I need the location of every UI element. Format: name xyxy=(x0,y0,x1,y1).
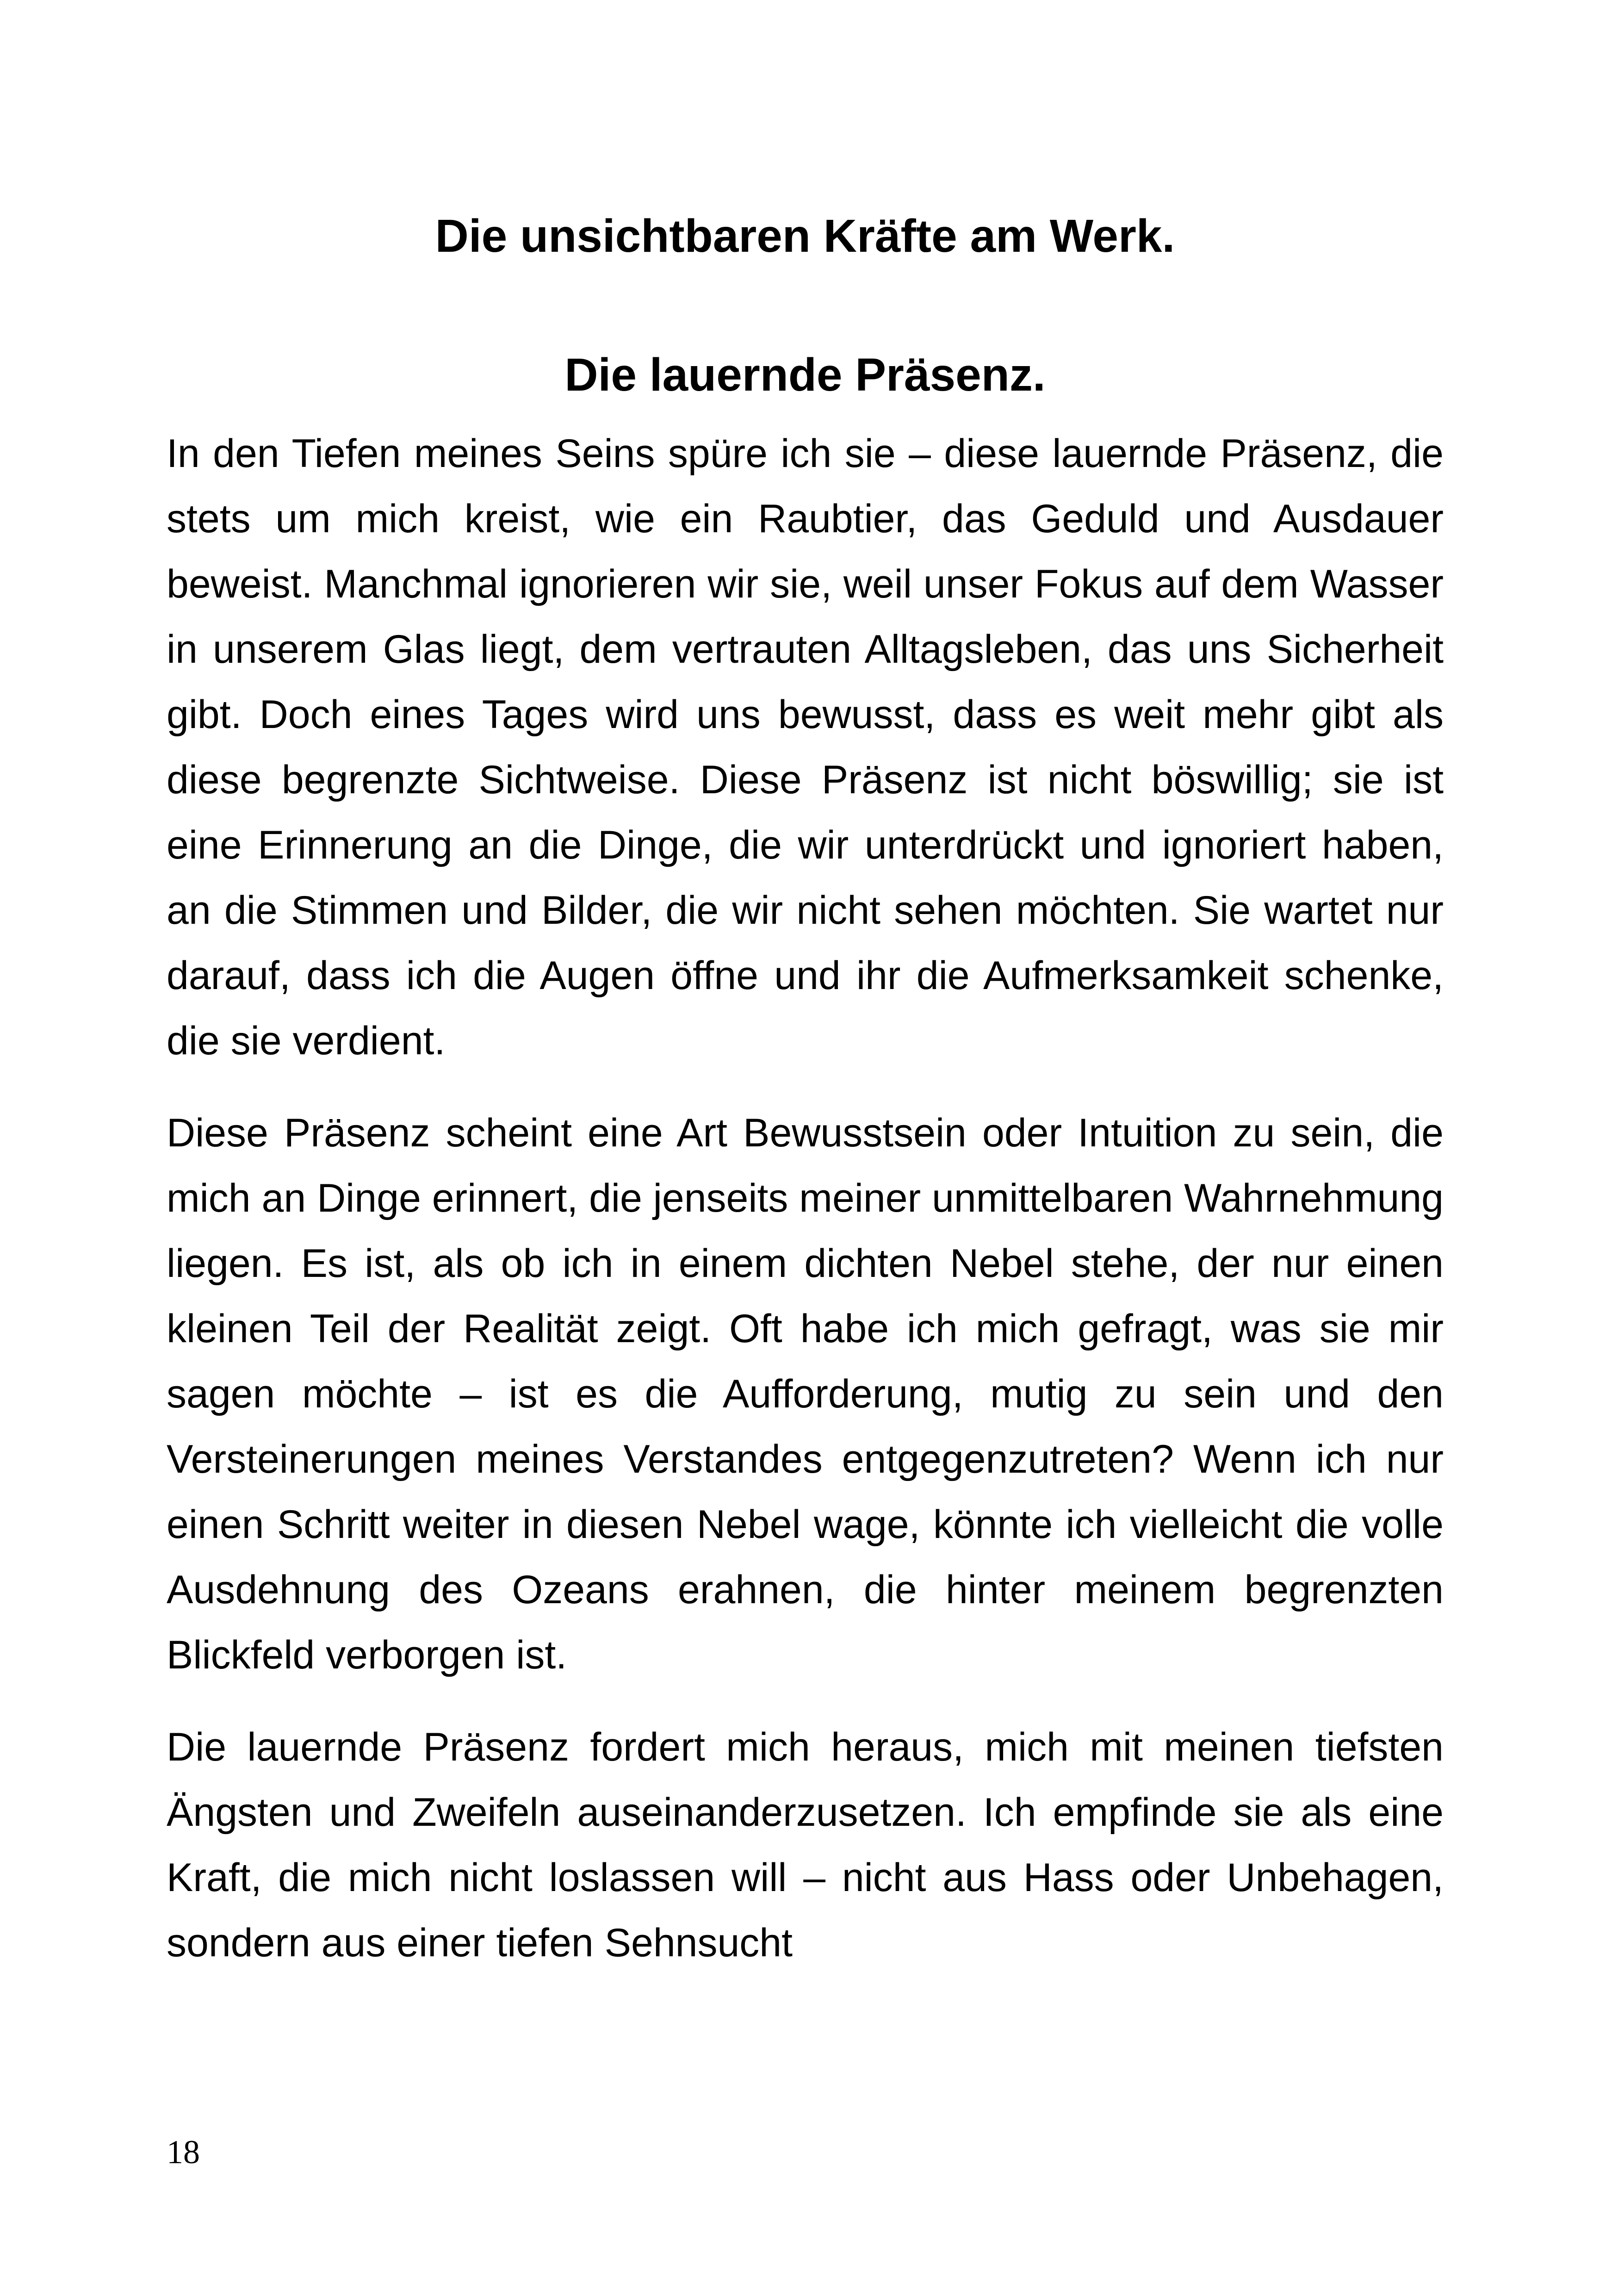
section-title: Die lauernde Präsenz. xyxy=(564,349,1046,401)
paragraph: In den Tiefen meines Seins spüre ich sie – diese lauernde Präsenz, die stets um mich kreist, wie ein Raubtier, das Geduld und Ausdauer beweist. Manchmal ignorieren wir sie, weil unser Fokus auf dem Wasser in unserem Glas liegt, dem vertrauten Alltagsleben, das uns Sicherheit gibt. Doch eines Tages wird uns bewusst, dass es weit mehr gibt als diese begrenzte Sichtweise. Diese Präsenz ist nicht böswillig; sie ist eine Erinnerung an die Dinge, die wir unterdrückt und ignoriert haben, an die Stimmen und Bilder, die wir nicht sehen möchten. Sie wartet nur darauf, dass ich die Augen öffne und ihr die Aufmerksamkeit schenke, die sie verdient. xyxy=(167,431,1444,1063)
page-number: 18 xyxy=(167,2134,200,2171)
body-text xyxy=(167,421,1444,2003)
paragraph: Diese Präsenz scheint eine Art Bewusstsein oder Intuition zu sein, die mich an Dinge erinnert, die jenseits meiner unmittelbaren Wahrnehmung liegen. Es ist, als ob ich in einem dichten Nebel stehe, der nur einen kleinen Teil der Realität zeigt. Oft habe ich mich gefragt, was sie mir sagen möchte – ist es die Aufforderung, mutig zu sein und den Versteinerungen meines Verstandes entgegenzutreten? Wenn ich nur einen Schritt weiter in diesen Nebel wage, könnte ich vielleicht die volle Ausdehnung des Ozeans erahnen, die hinter meinem begrenzten Blickfeld verborgen ist. xyxy=(167,1111,1444,1677)
chapter-title: Die unsichtbaren Kräfte am Werk. xyxy=(435,210,1175,262)
paragraph: Die lauernde Präsenz fordert mich heraus, mich mit meinen tiefsten Ängsten und Zweifeln auseinanderzusetzen. Ich empfinde sie als eine Kraft, die mich nicht loslassen will – nicht aus Hass oder Unbehagen, sondern aus einer tiefen Sehnsucht xyxy=(167,1725,1444,1965)
